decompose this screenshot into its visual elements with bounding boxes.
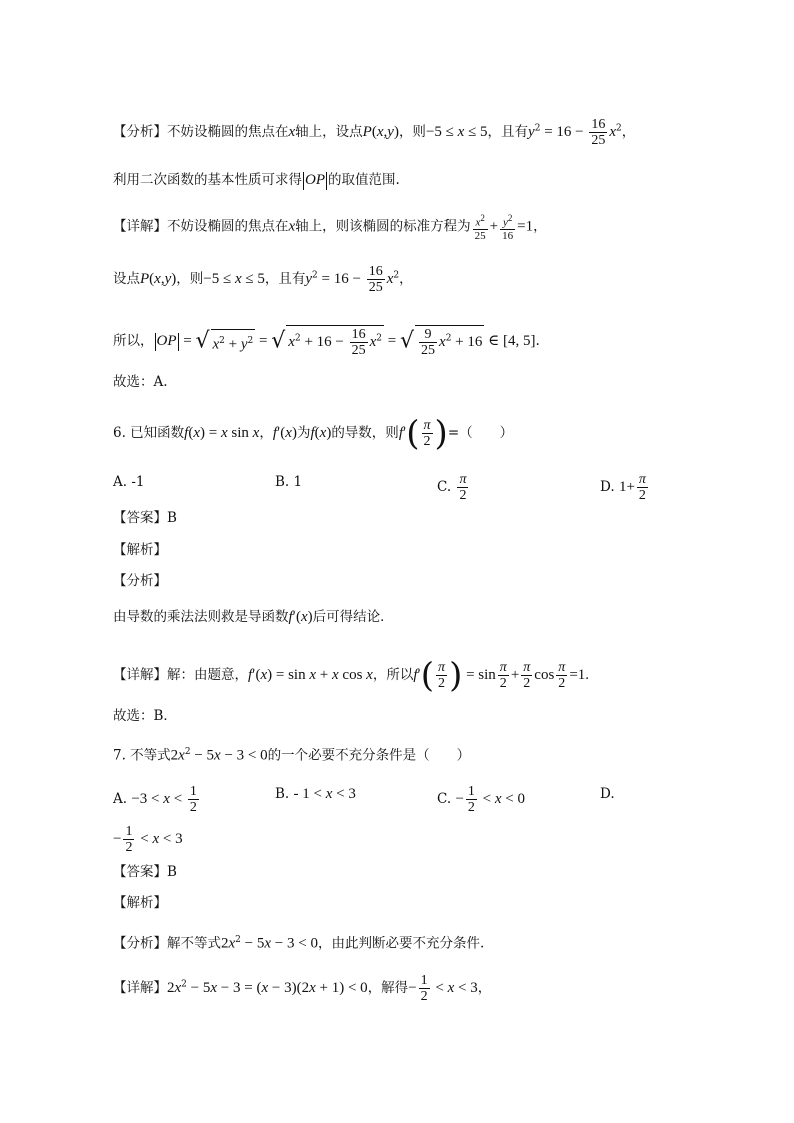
q6-fenxi-tag: 【分析】 bbox=[113, 573, 167, 589]
q7-stem: 7. 不等式$2x^2 - 5x - 3 < 0$的一个必要不充分条件是（ ） bbox=[113, 747, 471, 764]
q7-analysis: 【分析】解不等式$2x^2 - 5x - 3 < 0$，由此判断必要不充分条件. bbox=[113, 935, 485, 952]
q6-analysis: 由导数的乘法法则救是导函数f′(x)后可得结论． bbox=[113, 609, 394, 625]
q6-option-c: C. $\frac{\pi}{2}$ bbox=[437, 472, 467, 503]
q7-jiexi-tag: 【解析】 bbox=[113, 895, 167, 911]
q6-detail: 【详解】解：由题意，f′(x) = sin x + x cos x，所以f′( $\frac{\pi}{2}$ ) = sin $\frac{\pi}{2}$ + $\frac{\pi}{2}$ cos $\frac{\pi}{2}$ =1. bbox=[113, 655, 590, 696]
detail-tag: 【详解】 bbox=[113, 218, 167, 235]
q6-option-a: A. -1 bbox=[113, 474, 145, 490]
q7-option-b: B. - 1 < x < 3 bbox=[275, 786, 356, 802]
q7-answer: 【答案】B bbox=[113, 864, 177, 880]
q6-option-b: B. 1 bbox=[275, 474, 303, 490]
q7-detail: 【详解】$2x^2 - 5x - 3 = (x - 3)(2x + 1) < 0$，解得− $\frac{1}{2}$ < x < 3， bbox=[113, 973, 492, 1004]
p5-detail-line1: 【详解】不妨设椭圆的焦点在x轴上，则该椭圆的标准方程为 $\frac{x^2}{25}$ + $\frac{y^2}{16}$ =1， bbox=[113, 213, 547, 242]
p5-analysis-line1: 【分析】不妨设椭圆的焦点在x轴上，设点P(x,y)，则−5 ≤ x ≤ 5，且有$y^2 = 16$ − $\frac{16}{25}$ $x^2$， bbox=[113, 117, 636, 148]
p5-analysis-line2: 利用二次函数的基本性质可求得 OP 的取值范围. bbox=[113, 172, 400, 188]
q7-option-d: D. bbox=[600, 786, 615, 802]
answer-tag: 【答案】 bbox=[113, 510, 167, 526]
q7-option-a: A. −3 < x < $\frac{1}{2}$ bbox=[113, 784, 197, 815]
q7-option-d-content: − $\frac{1}{2}$ < x < 3 bbox=[113, 824, 183, 855]
p5-conclusion: 故选：A. bbox=[113, 374, 168, 390]
q6-jiexi-tag: 【解析】 bbox=[113, 542, 167, 558]
p5-detail-line3: 所以， OP = √ $x^2 + y^2$ = √ $x^2 + 16$ − $\frac{16}{25}$ $x^2$ = √ $\frac{9}{25}$ $x^2 + 16$ ∈ [4, 5]. bbox=[113, 327, 540, 358]
q6-conclusion: 故选：B． bbox=[113, 708, 177, 724]
q7-option-c: C. − $\frac{1}{2}$ < x < 0 bbox=[437, 784, 526, 815]
q6-option-d: D. 1+ $\frac{\pi}{2}$ bbox=[600, 472, 646, 503]
q6-stem: 6. 已知函数f(x) = x sin x，f′(x)为f(x)的导数，则f′( $\frac{\pi}{2}$ )=（ ） bbox=[113, 413, 514, 454]
p5-detail-line2: 设点P(x,y)，则−5 ≤ x ≤ 5，且有$y^2 = 16$ − $\frac{16}{25}$ $x^2$， bbox=[113, 264, 413, 295]
analysis-tag: 【分析】 bbox=[113, 124, 167, 140]
q6-answer: 【答案】B bbox=[113, 510, 177, 526]
